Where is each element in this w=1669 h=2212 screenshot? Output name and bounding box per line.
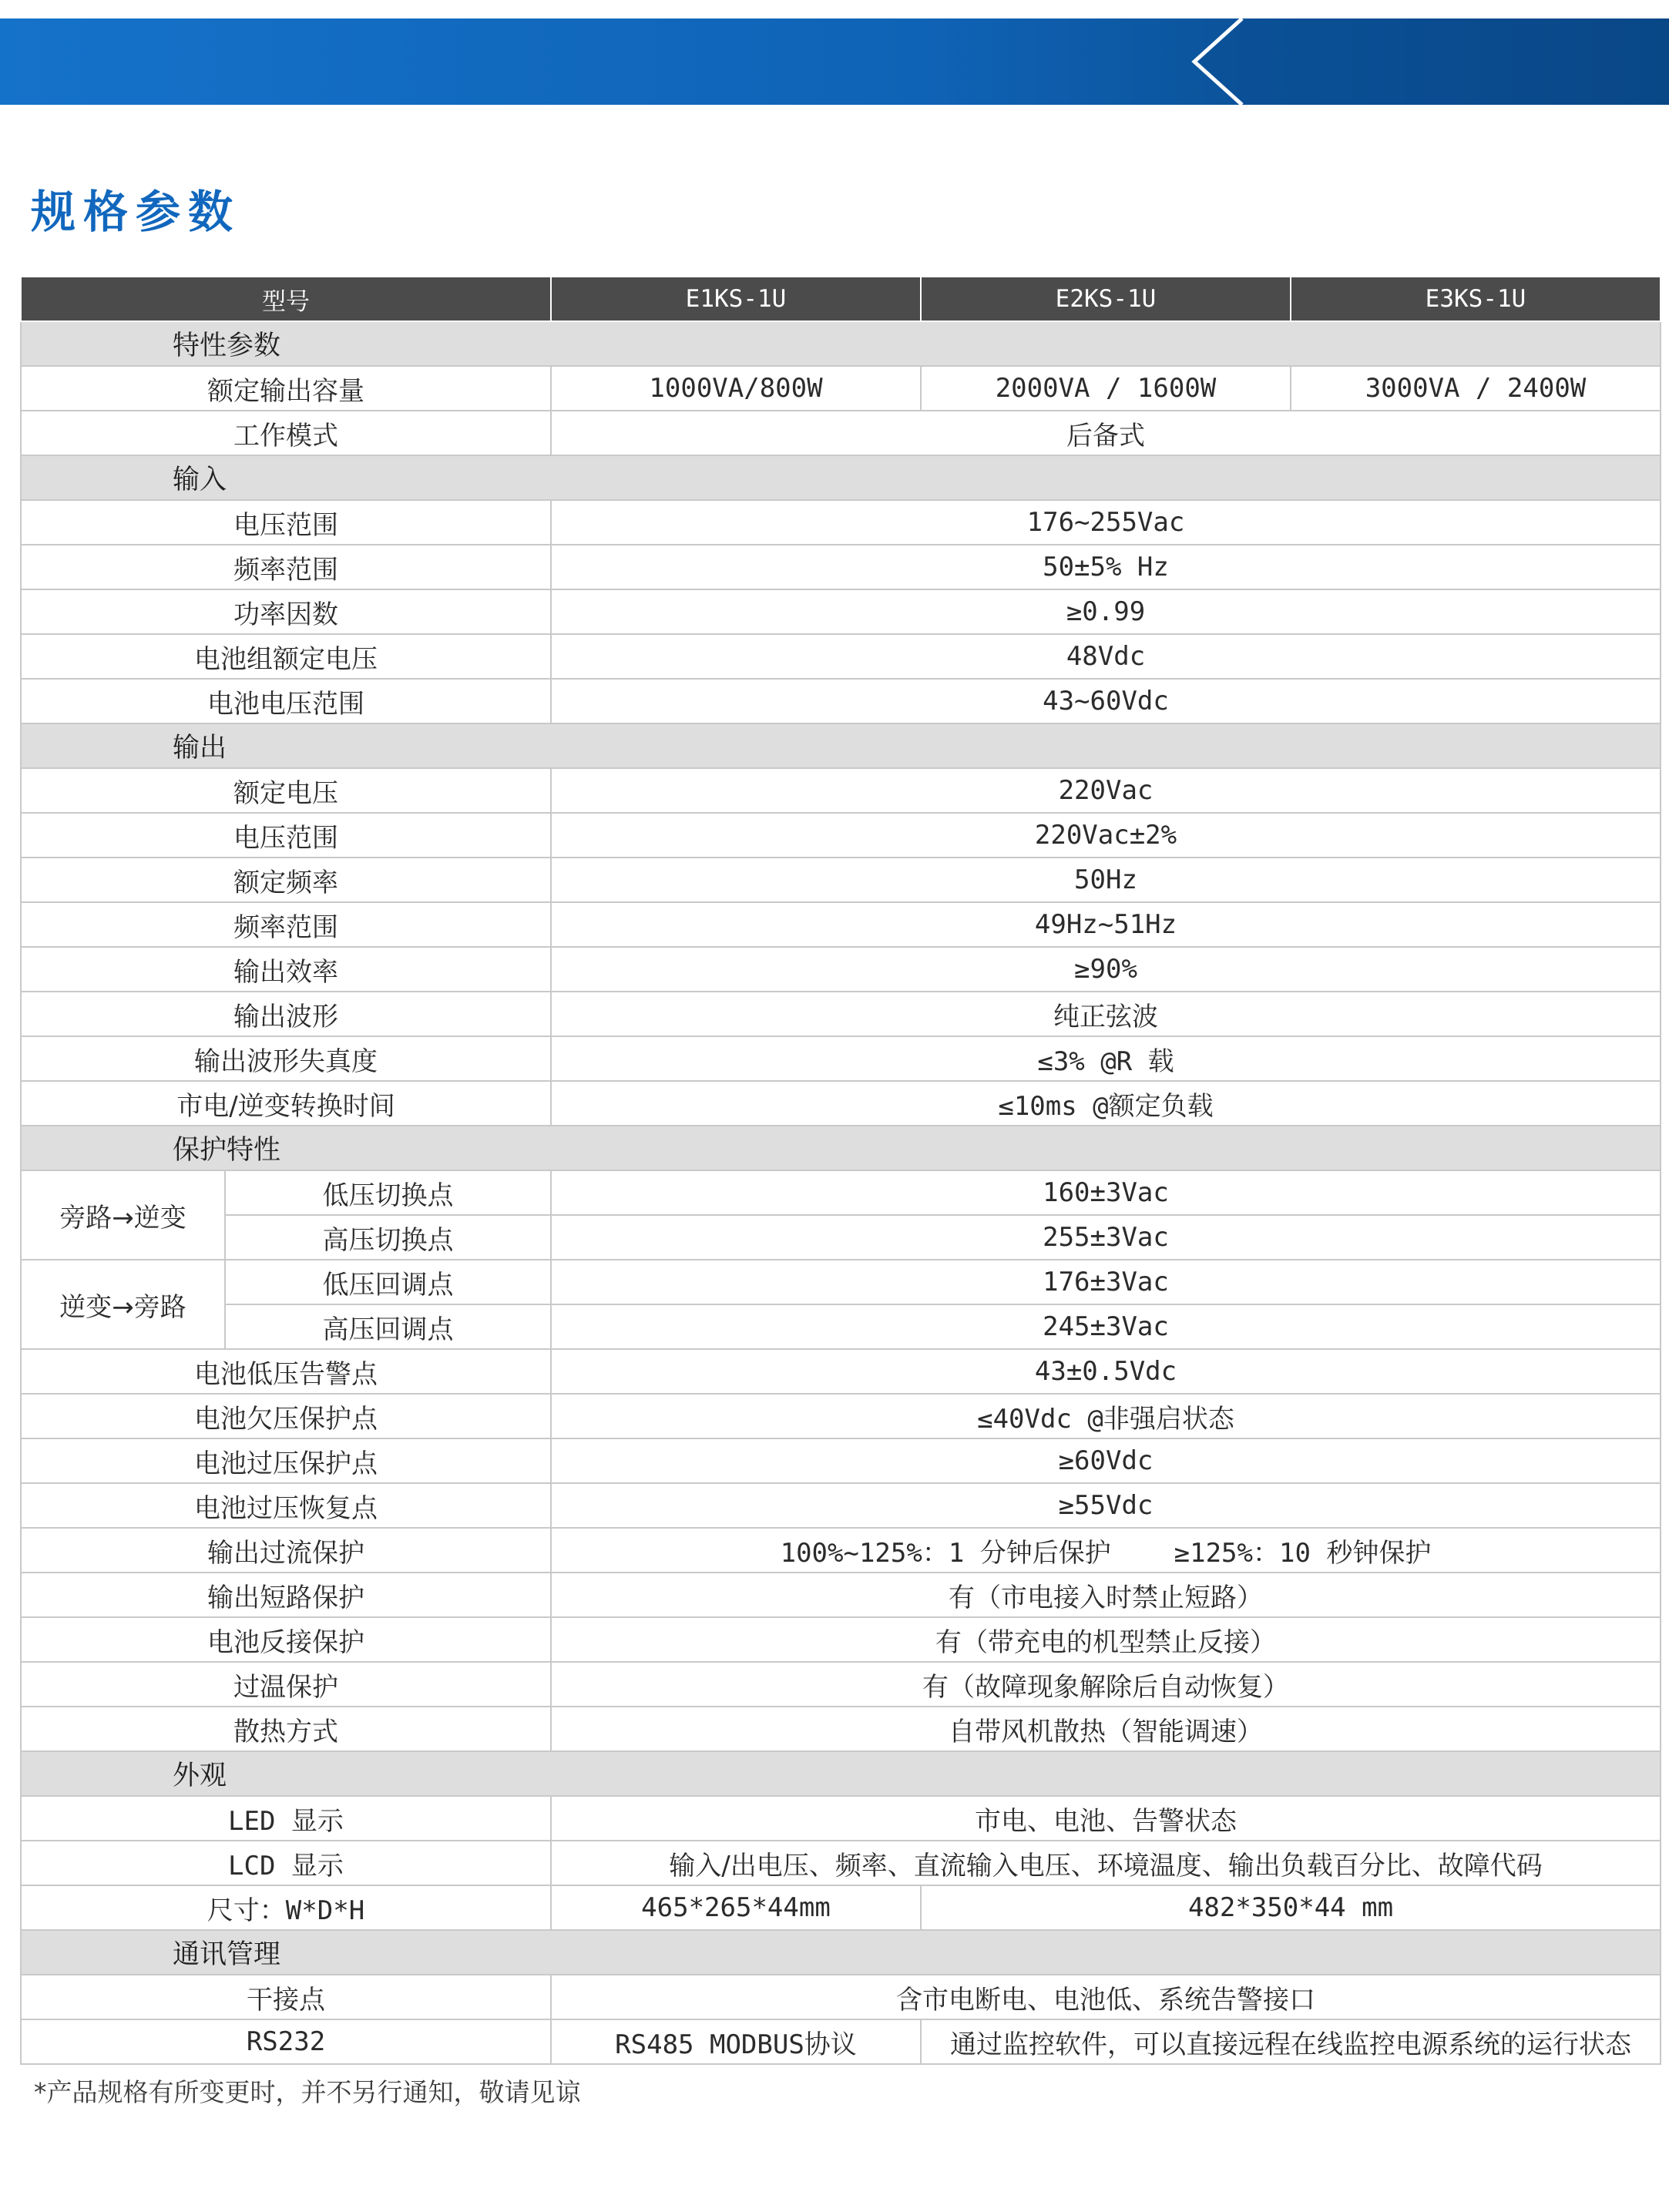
chevron-decoration	[1156, 18, 1669, 105]
row-value: ≥55Vdc	[551, 1483, 1661, 1528]
section-row	[21, 1126, 1661, 1170]
table-row	[21, 1528, 1661, 1573]
row-label: 额定输出容量	[21, 366, 551, 411]
table-row	[21, 1573, 1661, 1617]
row-label: 电池低压告警点	[21, 1349, 551, 1394]
group-label-inverter-to-bypass: 逆变→旁路	[21, 1260, 225, 1349]
row-value: 有（故障现象解除后自动恢复）	[551, 1662, 1661, 1707]
table-row	[21, 1617, 1661, 1662]
table-row	[21, 545, 1661, 589]
row-value: 465*265*44mm	[551, 1885, 921, 1930]
row-label: 电池反接保护	[21, 1617, 551, 1662]
row-value: 3000VA / 2400W	[1291, 366, 1661, 411]
model-header: 型号	[21, 277, 551, 321]
table-row	[21, 768, 1661, 813]
table-row	[21, 947, 1661, 992]
table-row	[21, 1975, 1661, 2019]
table-row	[21, 1841, 1661, 1885]
row-label: LED 显示	[21, 1796, 551, 1841]
table-row	[21, 679, 1661, 723]
row-value: ≥0.99	[551, 589, 1661, 634]
table-row	[21, 2019, 1661, 2064]
row-value: 49Hz~51Hz	[551, 902, 1661, 947]
table-row	[21, 500, 1661, 545]
row-value: ≤40Vdc @非强启状态	[551, 1394, 1661, 1438]
table-row	[21, 634, 1661, 679]
row-value: 255±3Vac	[551, 1215, 1661, 1260]
row-value: 43±0.5Vdc	[551, 1349, 1661, 1394]
row-value: 220Vac	[551, 768, 1661, 813]
table-row	[21, 1036, 1661, 1081]
row-label: 电池过压保护点	[21, 1438, 551, 1483]
section-output: 输出	[21, 723, 1661, 768]
section-row	[21, 1751, 1661, 1796]
section-row	[21, 455, 1661, 500]
section-row	[21, 1930, 1661, 1975]
row-value: ≤10ms @额定负载	[551, 1081, 1661, 1126]
row-label: 低压切换点	[225, 1170, 551, 1215]
table-row	[21, 589, 1661, 634]
row-label: 尺寸：W*D*H	[21, 1885, 551, 1930]
row-label: 市电/逆变转换时间	[21, 1081, 551, 1126]
spec-table	[20, 277, 1661, 2065]
row-value: 48Vdc	[551, 634, 1661, 679]
row-label: 电池电压范围	[21, 679, 551, 723]
row-value: 50±5% Hz	[551, 545, 1661, 589]
row-value: 100%~125%：1 分钟后保护 ≥125%：10 秒钟保护	[551, 1528, 1661, 1573]
table-row	[21, 1081, 1661, 1126]
row-label: 电池过压恢复点	[21, 1483, 551, 1528]
footnote: *产品规格有所变更时，并不另行通知，敬请见谅	[34, 2077, 581, 2107]
row-value: 220Vac±2%	[551, 813, 1661, 858]
row-value: 245±3Vac	[551, 1304, 1661, 1349]
row-label: 散热方式	[21, 1707, 551, 1751]
section-features: 特性参数	[21, 321, 1661, 366]
table-row	[21, 858, 1661, 902]
row-label: 输出短路保护	[21, 1573, 551, 1617]
table-row	[21, 1796, 1661, 1841]
row-value: 含市电断电、电池低、系统告警接口	[551, 1975, 1661, 2019]
model-e3ks: E3KS-1U	[1291, 277, 1661, 321]
row-label: 功率因数	[21, 589, 551, 634]
row-label: 电池组额定电压	[21, 634, 551, 679]
table-row	[21, 902, 1661, 947]
row-label: 高压回调点	[225, 1304, 551, 1349]
section-row	[21, 723, 1661, 768]
row-label: 输出效率	[21, 947, 551, 992]
section-protection: 保护特性	[21, 1126, 1661, 1170]
row-value: 市电、电池、告警状态	[551, 1796, 1661, 1841]
row-label: 低压回调点	[225, 1260, 551, 1304]
row-value: 有（市电接入时禁止短路）	[551, 1573, 1661, 1617]
table-row	[21, 1438, 1661, 1483]
table-row	[21, 1349, 1661, 1394]
row-value: ≥90%	[551, 947, 1661, 992]
page-title: 规格参数	[31, 186, 241, 238]
row-label: 电压范围	[21, 500, 551, 545]
group-label-bypass-to-inverter: 旁路→逆变	[21, 1170, 225, 1260]
table-row	[21, 992, 1661, 1036]
table-row	[21, 1483, 1661, 1528]
row-label: 输出波形	[21, 992, 551, 1036]
table-row	[21, 1304, 1661, 1349]
row-label: 频率范围	[21, 545, 551, 589]
row-value: ≤3% @R 载	[551, 1036, 1661, 1081]
header-banner	[0, 18, 1669, 105]
row-label: 高压切换点	[225, 1215, 551, 1260]
row-label: LCD 显示	[21, 1841, 551, 1885]
table-row	[21, 1260, 1661, 1304]
model-e2ks: E2KS-1U	[921, 277, 1291, 321]
row-value: 176±3Vac	[551, 1260, 1661, 1304]
row-label: 电池欠压保护点	[21, 1394, 551, 1438]
section-input: 输入	[21, 455, 1661, 500]
row-value: 50Hz	[551, 858, 1661, 902]
row-value: RS485 MODBUS协议	[551, 2019, 921, 2064]
row-value: 后备式	[551, 411, 1661, 455]
table-row	[21, 1394, 1661, 1438]
table-row	[21, 1662, 1661, 1707]
row-label: RS232	[21, 2019, 551, 2064]
row-value: 自带风机散热（智能调速）	[551, 1707, 1661, 1751]
table-row	[21, 411, 1661, 455]
row-value: 1000VA/800W	[551, 366, 921, 411]
row-label: 额定电压	[21, 768, 551, 813]
row-value: 43~60Vdc	[551, 679, 1661, 723]
table-row	[21, 1215, 1661, 1260]
table-row	[21, 1170, 1661, 1215]
row-value: 160±3Vac	[551, 1170, 1661, 1215]
table-row	[21, 366, 1661, 411]
table-row	[21, 1707, 1661, 1751]
row-label: 电压范围	[21, 813, 551, 858]
row-label: 输出过流保护	[21, 1528, 551, 1573]
row-value: 2000VA / 1600W	[921, 366, 1291, 411]
row-label: 过温保护	[21, 1662, 551, 1707]
row-label: 额定频率	[21, 858, 551, 902]
row-value: 176~255Vac	[551, 500, 1661, 545]
row-value: 纯正弦波	[551, 992, 1661, 1036]
section-row	[21, 321, 1661, 366]
row-value: ≥60Vdc	[551, 1438, 1661, 1483]
row-value: 通过监控软件，可以直接远程在线监控电源系统的运行状态	[921, 2019, 1661, 2064]
row-label: 干接点	[21, 1975, 551, 2019]
table-header-row	[21, 277, 1661, 321]
table-row	[21, 813, 1661, 858]
row-label: 工作模式	[21, 411, 551, 455]
row-label: 频率范围	[21, 902, 551, 947]
row-value: 输入/出电压、频率、直流输入电压、环境温度、输出负载百分比、故障代码	[551, 1841, 1661, 1885]
row-value: 有（带充电的机型禁止反接）	[551, 1617, 1661, 1662]
section-comm: 通讯管理	[21, 1930, 1661, 1975]
section-appearance: 外观	[21, 1751, 1661, 1796]
row-value: 482*350*44 mm	[921, 1885, 1661, 1930]
model-e1ks: E1KS-1U	[551, 277, 921, 321]
table-row	[21, 1885, 1661, 1930]
row-label: 输出波形失真度	[21, 1036, 551, 1081]
